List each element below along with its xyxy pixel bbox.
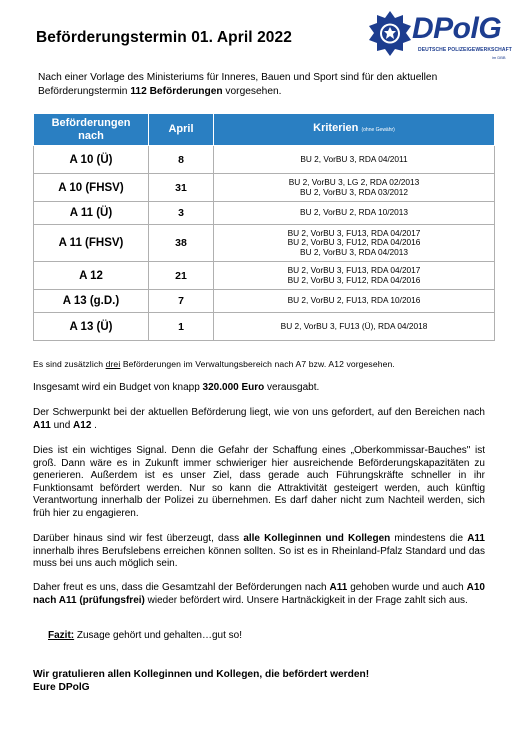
focus-grade-a12: A12: [73, 419, 92, 431]
closing-congratulations: Wir gratulieren allen Kolleginnen und Kollegen, die befördert werden!: [33, 669, 370, 680]
criteria-line: BU 2, VorBU 3, FU12, RDA 04/2016: [287, 237, 421, 248]
fazit-label: Fazit:: [48, 630, 75, 641]
closing-signature: Eure DPolG: [33, 682, 90, 693]
glad-mid: gehoben wurde und auch: [347, 582, 467, 593]
header-criteria-label: Kriterien: [313, 122, 359, 134]
signal-paragraph: Dies ist ein wichtiges Signal. Denn die Gefahr der Schaffung eines „Oberkommissar-Bauches" ist groß. Dann wäre es in Zukunft immer schwieriger hier ausreichende Beförderungskapazitäten zu generieren. Außerdem ist es unser Ziel, dass gerade auch Führungskräfte schneller in ihr Funktionsamt befördert werden. Nur so kann die Attraktivität gesteigert werden, auch künftig Verantwortung innerhalb der Polizei zu übernehmen. Es darf daher nicht zum Nachteil werden, sich früh hier zu engagieren.: [33, 445, 485, 519]
glad-paragraph: [33, 582, 485, 607]
criteria-line: BU 2, VorBU 3, RDA 04/2013: [300, 246, 408, 257]
cell-april-count: 3: [149, 202, 214, 225]
criteria-line: BU 2, VorBU 2, RDA 10/2013: [300, 207, 408, 218]
glad-bold-exam-free: A10 nach A11 (prüfungsfrei): [33, 582, 485, 606]
note-text-end: Beförderungen im Verwaltungsbereich nach A7 bzw. A12 vorgesehen.: [120, 359, 395, 369]
cell-grade: A 11 (Ü): [34, 202, 149, 225]
glad-bold-a11: A11: [329, 582, 348, 593]
glad-end: wieder befördert wird. Unsere Hartnäckigkeit in der Frage zahlt sich aus.: [144, 594, 468, 606]
table-header-row: [34, 114, 495, 146]
cell-criteria: [214, 313, 495, 341]
focus-text: Der Schwerpunkt bei der aktuellen Beförderung liegt, wie von uns gefordert, auf den Bereichen nach: [33, 407, 485, 418]
convinced-text: Darüber hinaus sind wir fest überzeugt, dass: [33, 533, 244, 544]
convinced-mid: mindestens die: [390, 533, 468, 544]
cell-april-count: 31: [149, 174, 214, 202]
budget-amount: 320.000 Euro: [202, 382, 265, 393]
criteria-line: BU 2, VorBU 3, FU13 (Ü), RDA 04/2018: [280, 320, 428, 331]
cell-criteria: [214, 262, 495, 290]
logo-wordmark: DPolG: [412, 12, 502, 45]
additional-note: [33, 359, 395, 369]
intro-text: Nach einer Vorlage des Ministeriums für Inneres, Bauen und Sport sind für den aktuellen Beförderungstermin: [38, 72, 438, 97]
table-row: [34, 202, 495, 225]
header-criteria: [214, 114, 495, 146]
convinced-bold-a11: A11: [467, 533, 485, 544]
cell-grade: A 12: [34, 262, 149, 290]
criteria-line: BU 2, VorBU 2, FU13, RDA 10/2016: [287, 295, 421, 306]
cell-grade: A 11 (FHSV): [34, 225, 149, 262]
dpolg-logo: [366, 10, 526, 62]
criteria-line: BU 2, VorBU 3, RDA 04/2011: [300, 153, 408, 164]
cell-april-count: 38: [149, 225, 214, 262]
glad-text: Daher freut es uns, dass die Gesamtzahl der Beförderungen nach: [33, 582, 330, 593]
criteria-line: BU 2, VorBU 3, FU12, RDA 04/2016: [287, 274, 421, 285]
header-criteria-note: (ohne Gewähr): [361, 127, 395, 133]
table-row: [34, 262, 495, 290]
header-april: April: [149, 114, 214, 146]
intro-paragraph: [38, 71, 478, 99]
cell-criteria: [214, 146, 495, 174]
focus-paragraph: [33, 407, 485, 432]
cell-grade: A 10 (Ü): [34, 146, 149, 174]
table-row: [34, 174, 495, 202]
cell-april-count: 7: [149, 290, 214, 313]
criteria-line: BU 2, VorBU 3, FU13, RDA 04/2017: [287, 265, 421, 275]
logo-subtitle-dbb: im DBB: [492, 55, 506, 60]
cell-grade: A 13 (g.D.): [34, 290, 149, 313]
cell-grade: A 13 (Ü): [34, 313, 149, 341]
convinced-paragraph: [33, 533, 485, 571]
note-text: Es sind zusätzlich: [33, 359, 106, 369]
promotion-table: [33, 113, 495, 341]
cell-april-count: 1: [149, 313, 214, 341]
logo-subtitle: DEUTSCHE POLIZEIGEWERKSCHAFT: [418, 47, 512, 53]
criteria-line: BU 2, VorBU 3, RDA 03/2012: [300, 186, 408, 197]
cell-criteria: [214, 290, 495, 313]
cell-criteria: [214, 225, 495, 262]
cell-april-count: 8: [149, 146, 214, 174]
fazit-line: [48, 630, 242, 641]
convinced-bold-colleagues: alle Kolleginnen und Kollegen: [243, 533, 391, 544]
table-row: [34, 313, 495, 341]
intro-highlight: 112 Beförderungen: [130, 86, 223, 97]
header-promotions: Beförderungen nach: [34, 114, 149, 146]
table-row: [34, 146, 495, 174]
focus-and: und: [50, 419, 74, 431]
note-underlined: drei: [105, 359, 121, 369]
cell-april-count: 21: [149, 262, 214, 290]
budget-text: Insgesamt wird ein Budget von knapp: [33, 382, 203, 393]
table-row: [34, 225, 495, 262]
cell-criteria: [214, 202, 495, 225]
police-star-icon: [366, 10, 414, 58]
cell-grade: A 10 (FHSV): [34, 174, 149, 202]
intro-text-end: vorgesehen.: [222, 86, 282, 97]
closing-block: [33, 668, 369, 694]
budget-text-end: verausgabt.: [264, 382, 320, 393]
criteria-line: BU 2, VorBU 3, FU13, RDA 04/2017: [287, 227, 421, 238]
page-title: Beförderungstermin 01. April 2022: [36, 29, 292, 46]
focus-grade-a11: A11: [33, 419, 51, 431]
convinced-end: innerhalb ihres Berufslebens erreichen können sollten. So ist es in Rheinland-Pfalz Standard und das muss bei uns auch möglich sein.: [33, 545, 485, 570]
budget-paragraph: [33, 382, 485, 395]
table-row: [34, 290, 495, 313]
fazit-text: Zusage gehört und gehalten…gut so!: [74, 630, 243, 641]
cell-criteria: [214, 174, 495, 202]
focus-end: .: [91, 419, 97, 431]
criteria-line: BU 2, VorBU 3, LG 2, RDA 02/2013: [288, 177, 420, 187]
